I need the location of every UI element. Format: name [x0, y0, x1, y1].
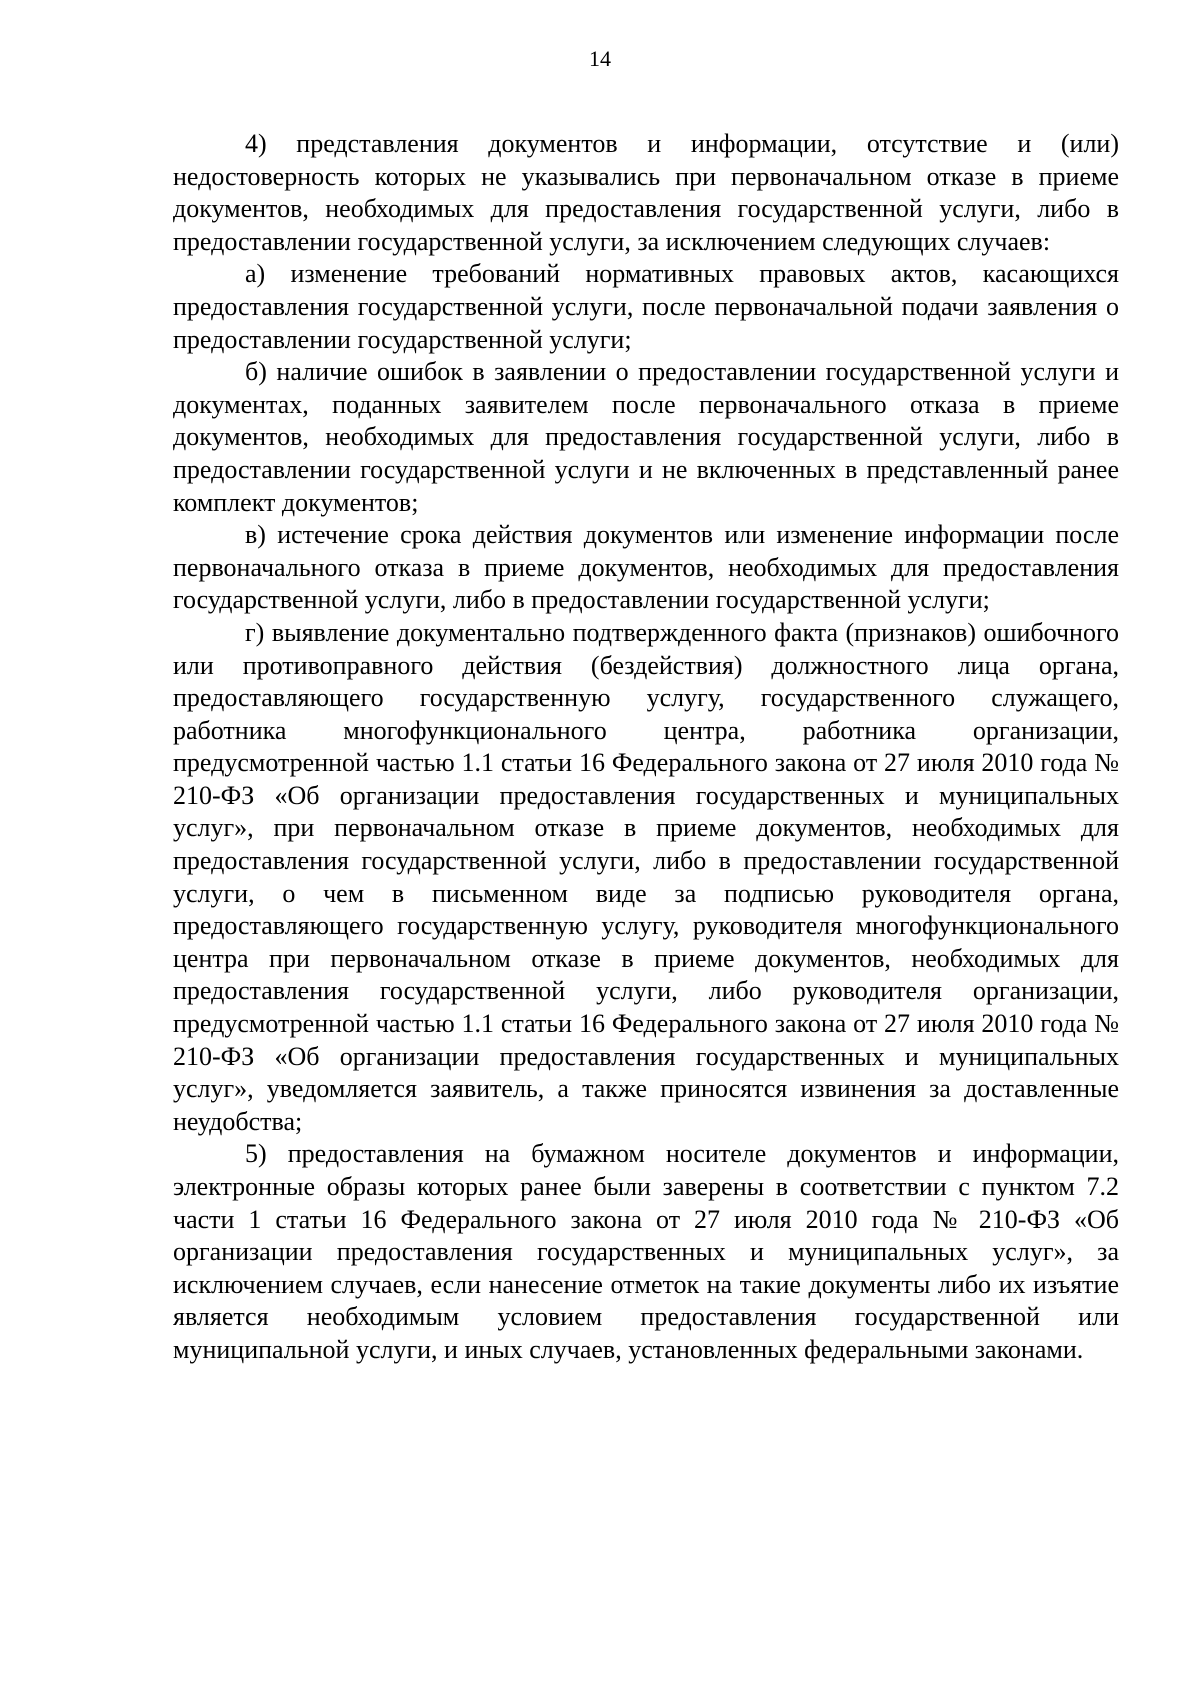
paragraph-subitem-a: а) изменение требований нормативных правовых актов, касающихся предоставления государственной услуги, после первоначальной подачи заявления о предоставлении государственной услуги; — [173, 259, 1119, 354]
page-number: 14 — [589, 46, 611, 71]
paragraph-subitem-g: г) выявление документально подтвержденного факта (признаков) ошибочного или противоправного действия (бездействия) должностного лица органа, предоставляющего государственную услугу, государственного служащего, работника многофункционального центра, работника организации, предусмотренной частью 1.1 статьи 16 Федерального закона от 27 июля 2010 года № 210-ФЗ «Об организации предоставления государственных и муниципальных услуг», при первоначальном отказе в приеме документов, необходимых для предоставления государственной услуги, либо в предоставлении государственной услуги, о чем в письменном виде за подписью руководителя органа, предоставляющего государственную услугу, руководителя многофункционального центра при первоначальном отказе в приеме документов, необходимых для предоставления государственной услуги, либо руководителя организации, предусмотренной частью 1.1 статьи 16 Федерального закона от 27 июля 2010 года № 210-ФЗ «Об организации предоставления государственных и муниципальных услуг», уведомляется заявитель, а также приносятся извинения за доставленные неудобства; — [173, 617, 1119, 1136]
document-body — [173, 128, 1119, 1367]
paragraph-item-4: 4) представления документов и информации, отсутствие и (или) недостоверность которых не указывались при первоначальном отказе в приеме документов, необходимых для предоставления государственной услуги, либо в предоставлении государственной услуги, за исключением следующих случаев: — [173, 129, 1119, 256]
paragraph-subitem-b: б) наличие ошибок в заявлении о предоставлении государственной услуги и документах, поданных заявителем после первоначального отказа в приеме документов, необходимых для предоставления государственной услуги, либо в предоставлении государственной услуги и не включенных в представленный ранее комплект документов; — [173, 357, 1119, 517]
paragraph-subitem-v: в) истечение срока действия документов или изменение информации после первоначального отказа в приеме документов, необходимых для предоставления государственной услуги, либо в предоставлении государственной услуги; — [173, 520, 1119, 615]
paragraph-item-5: 5) предоставления на бумажном носителе документов и информации, электронные образы которых ранее были заверены в соответствии с пунктом 7.2 части 1 статьи 16 Федерального закона от 27 июля 2010 года № 210-ФЗ «Об организации предоставления государственных и муниципальных услуг», за исключением случаев, если нанесение отметок на такие документы либо их изъятие является необходимым условием предоставления государственной или муниципальной услуги, и иных случаев, установленных федеральными законами. — [173, 1139, 1119, 1364]
